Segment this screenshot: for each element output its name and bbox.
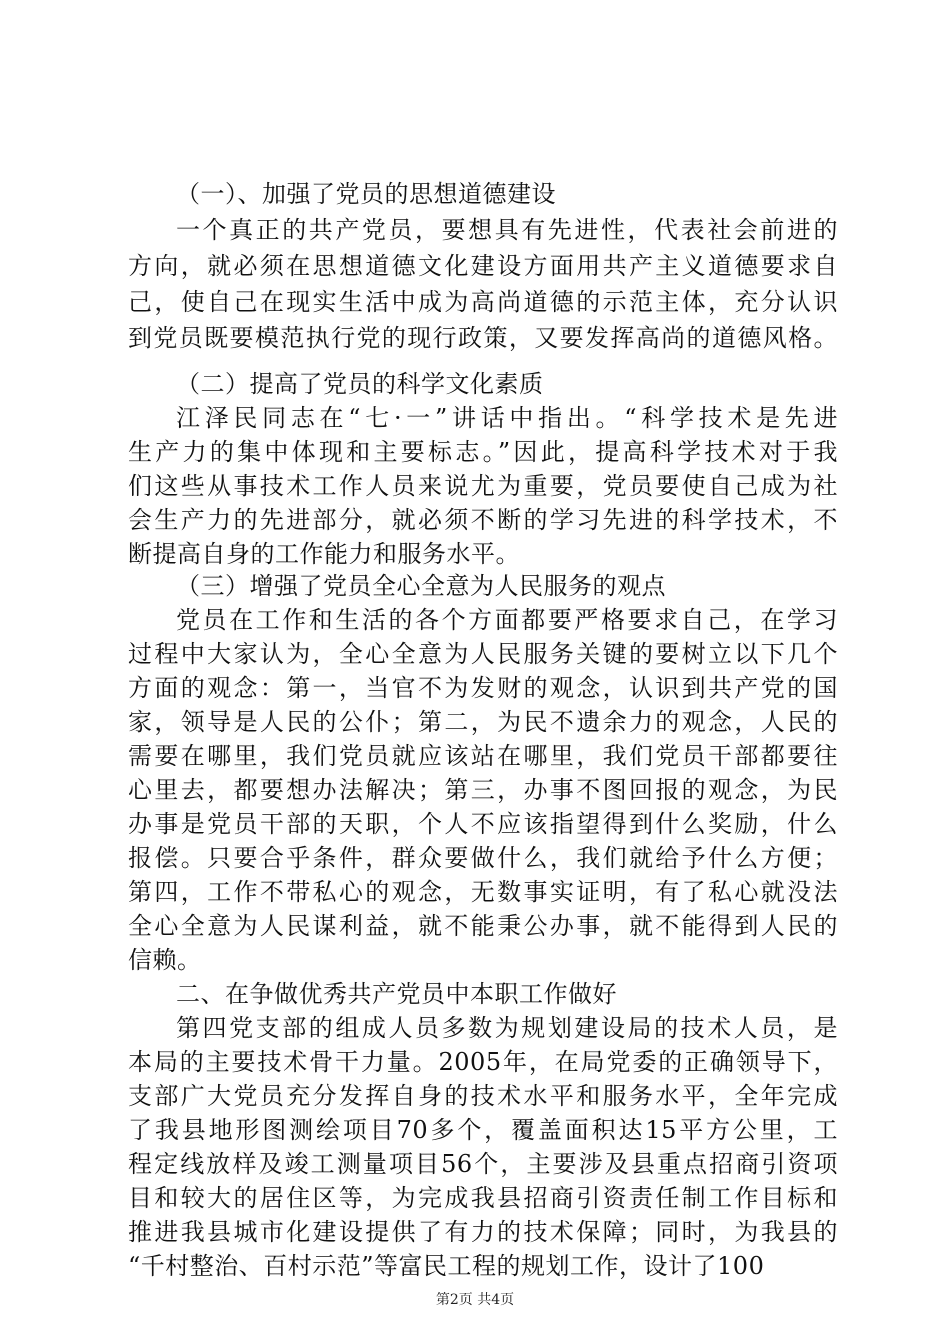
paragraph-line: 本局的主要技术骨干力量。2005年，在局党委的正确领导下， [128,1048,838,1076]
paragraph-line: 全心全意为人民谋利益，就不能秉公办事，就不能得到人民的 [128,912,838,940]
paragraph-line: 第四，工作不带私心的观念，无数事实证明，有了私心就没法 [128,878,838,906]
section-heading-1: （一）、加强了党员的思想道德建设 [176,180,556,208]
section-heading-3: （三）增强了党员全心全意为人民服务的观点 [176,572,666,600]
paragraph-line: 过程中大家认为，全心全意为人民服务关键的要树立以下几个 [128,640,838,668]
paragraph-line: 方向，就必须在思想道德文化建设方面用共产主义道德要求自 [128,252,838,280]
page-number-footer: 第2页 共4页 [435,1292,515,1308]
paragraph-line: 会生产力的先进部分，就必须不断的学习先进的科学技术，不 [128,506,838,534]
section-heading-4: 二、在争做优秀共产党员中本职工作做好 [176,980,617,1008]
paragraph-line: 目和较大的居住区等，为完成我县招商引资责任制工作目标和 [128,1184,838,1212]
paragraph-line: 家，领导是人民的公仆；第二，为民不遗余力的观念，人民的 [128,708,838,736]
paragraph-line: 第四党支部的组成人员多数为规划建设局的技术人员，是 [176,1014,838,1042]
paragraph-line: 一个真正的共产党员，要想具有先进性，代表社会前进的 [176,216,838,244]
paragraph-line: 心里去，都要想办法解决；第三，办事不图回报的观念，为民 [128,776,838,804]
paragraph-line: “千村整治、百村示范”等富民工程的规划工作，设计了100 [128,1252,765,1280]
paragraph-line: 报偿。只要合乎条件，群众要做什么，我们就给予什么方便； [128,844,838,872]
paragraph-line: 信赖。 [128,946,202,974]
paragraph-line: 己，使自己在现实生活中成为高尚道德的示范主体，充分认识 [128,288,838,316]
paragraph-line: 了我县地形图测绘项目70多个，覆盖面积达15平方公里，工 [128,1116,838,1144]
paragraph-line: 党员在工作和生活的各个方面都要严格要求自己，在学习 [176,606,838,634]
paragraph-line: 到党员既要模范执行党的现行政策，又要发挥高尚的道德风格。 [128,324,838,352]
paragraph-line: 需要在哪里，我们党员就应该站在哪里，我们党员干部都要往 [128,742,838,770]
paragraph-line: 推进我县城市化建设提供了有力的技术保障；同时，为我县的 [128,1218,838,1246]
paragraph-line: 方面的观念：第一，当官不为发财的观念，认识到共产党的国 [128,674,838,702]
section-heading-2: （二）提高了党员的科学文化素质 [176,370,544,398]
paragraph-line: 断提高自身的工作能力和服务水平。 [128,540,520,568]
paragraph-line: 办事是党员干部的天职，个人不应该指望得到什么奖励，什么 [128,810,838,838]
paragraph-line: 生产力的集中体现和主要标志。”因此，提高科学技术对于我 [128,438,838,466]
paragraph-line: 江泽民同志在“七·一”讲话中指出。“科学技术是先进 [176,404,838,432]
paragraph-line: 们这些从事技术工作人员来说尤为重要，党员要使自己成为社 [128,472,838,500]
paragraph-line: 程定线放样及竣工测量项目56个，主要涉及县重点招商引资项 [128,1150,838,1178]
paragraph-line: 支部广大党员充分发挥自身的技术水平和服务水平，全年完成 [128,1082,838,1110]
